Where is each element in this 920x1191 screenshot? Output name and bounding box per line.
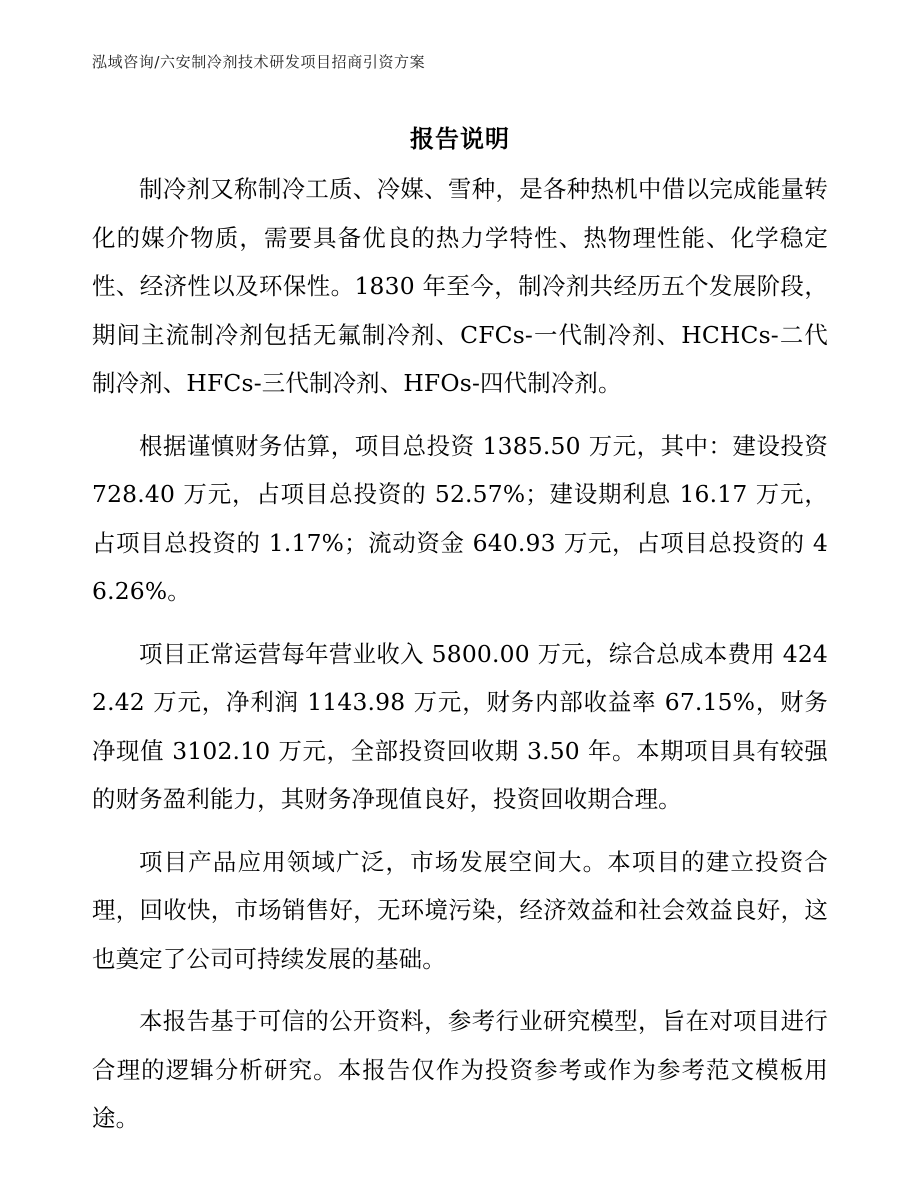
paragraph-financial-returns: 项目正常运营每年营业收入 5800.00 万元，综合总成本费用 4242.42 万元，净利润 1143.98 万元，财务内部收益率 67.15%，财务净现值 3102.10 万元，全部投资回收期 3.50 年。本期项目具有较强的财务盈利能力，其财务净现值良好，投资回收期合理。 [92, 639, 828, 813]
document-body [92, 165, 828, 1143]
document-title: 报告说明 [410, 125, 510, 153]
paragraph-investment-estimate: 根据谨慎财务估算，项目总投资 1385.50 万元，其中：建设投资 728.40 万元，占项目总投资的 52.57%；建设期利息 16.17 万元，占项目总投资的 1.17%；流动资金 640.93 万元，占项目总投资的 46.26%。 [92, 431, 828, 605]
paragraph-market-outlook: 项目产品应用领域广泛，市场发展空间大。本项目的建立投资合理，回收快，市场销售好，无环境污染，经济效益和社会效益良好，这也奠定了公司可持续发展的基础。 [92, 847, 828, 973]
paragraph-refrigerant-overview: 制冷剂又称制冷工质、冷媒、雪种，是各种热机中借以完成能量转化的媒介物质，需要具备优良的热力学特性、热物理性能、化学稳定性、经济性以及环保性。1830 年至今，制冷剂共经历五个发展阶段，期间主流制冷剂包括无氟制冷剂、CFCs-一代制冷剂、HCHCs-二代制冷剂、HFCs-三代制冷剂、HFOs-四代制冷剂。 [92, 175, 828, 397]
paragraph-disclaimer: 本报告基于可信的公开资料，参考行业研究模型，旨在对项目进行合理的逻辑分析研究。本报告仅作为投资参考或作为参考范文模板用途。 [92, 1007, 828, 1132]
running-header: 泓域咨询/六安制冷剂技术研发项目招商引资方案 [92, 53, 426, 71]
